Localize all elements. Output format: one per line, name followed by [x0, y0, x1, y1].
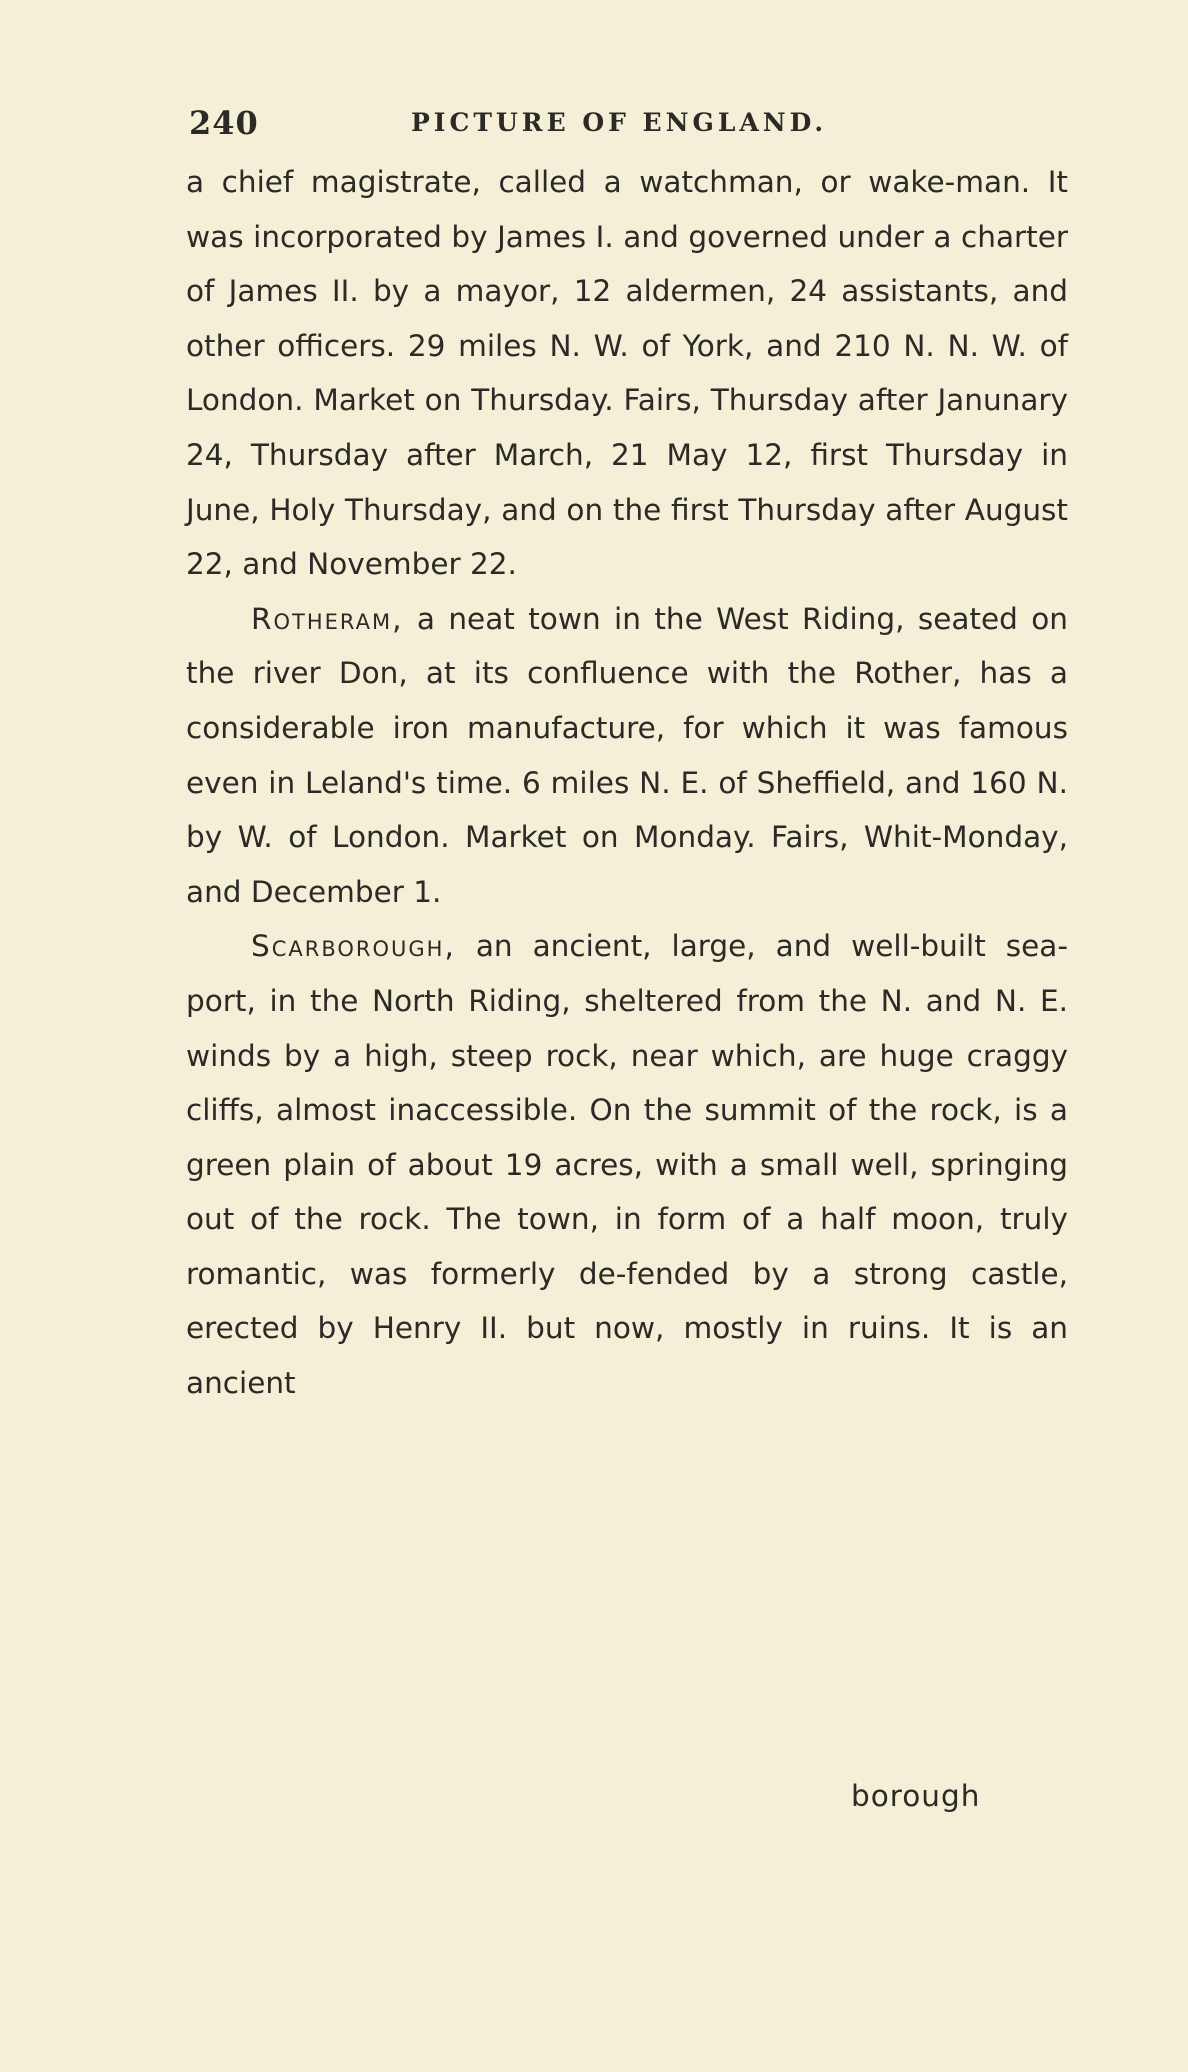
paragraph-text: an ancient, large, and well-built sea-port, in the North Riding, sheltered from the N. and N. E. winds by a high, steep rock, near which, are huge craggy cliffs, almost inaccessible. On the summit of the rock, is a green plain of about 19 acres, with a small well, springing out of the rock. The town, in form of a half moon, truly romantic, was formerly de-fended by a strong castle, erected by Henry II. but now, mostly in ruins. It is an ancient [186, 929, 1068, 1401]
page-header [189, 104, 1069, 154]
paragraph-text: a neat town in the West Riding, seated on the river Don, at its confluence with the Rother, has a considerable iron manufacture, for which it was famous even in Leland's time. 6 miles N. E. of Sheffield, and 160 N. by W. of London. Market on Monday. Fairs, Whit-Monday, and December 1. [186, 601, 1068, 909]
body-text [186, 155, 1068, 1411]
catchword: borough [851, 1779, 981, 1813]
paragraph-scarborough [186, 919, 1068, 1410]
entry-name-rotheram: Rotheram, [251, 601, 404, 636]
running-title: PICTURE OF ENGLAND. [411, 108, 828, 137]
page-number: 240 [189, 104, 259, 142]
entry-name-scarborough: Scarborough, [251, 929, 456, 964]
paragraph-wakeman [186, 155, 1068, 592]
paragraph-text: a chief magistrate, called a watchman, or wake-man. It was incorporated by James I. and governed under a charter of James II. by a mayor, 12 aldermen, 24 assistants, and other officers. 29 miles N. W. of York, and 210 N. N. W. of London. Market on Thursday. Fairs, Thursday after Janunary 24, Thursday after March, 21 May 12, first Thursday in June, Holy Thursday, and on the first Thursday after August 22, and November 22. [186, 165, 1068, 582]
paragraph-rotheram [186, 592, 1068, 920]
